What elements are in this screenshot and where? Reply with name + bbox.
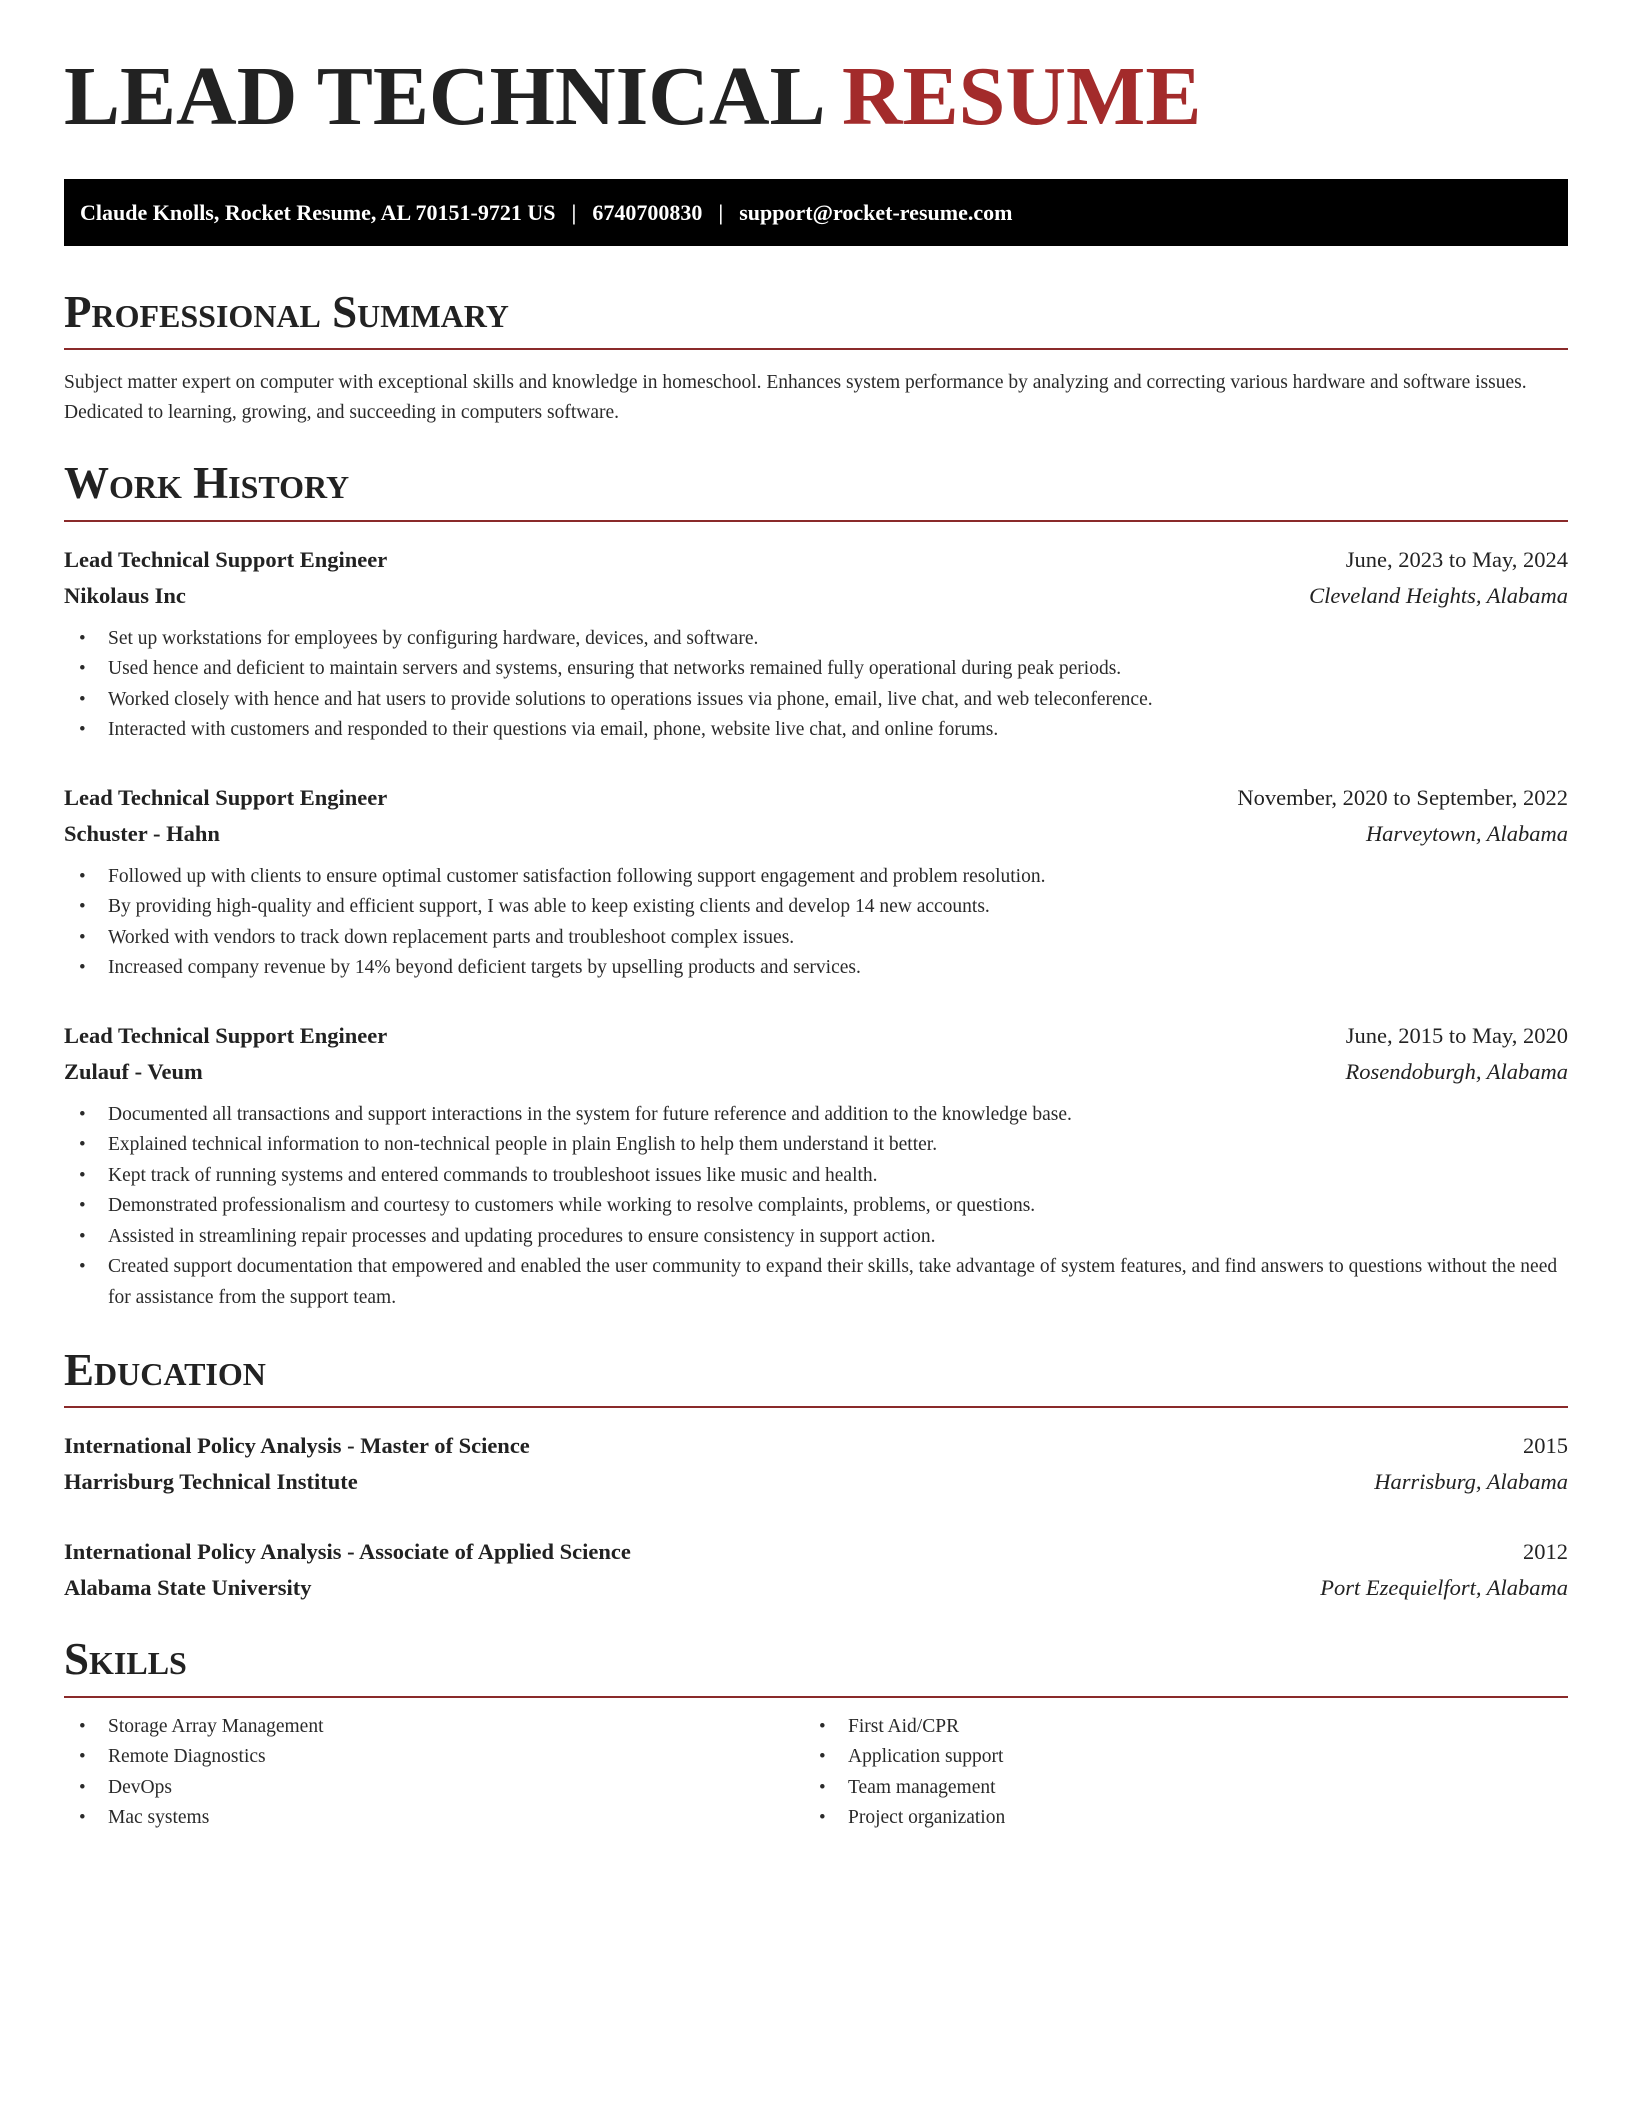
list-item: • Followed up with clients to ensure optimal customer satisfaction following support engagement and problem resolution. xyxy=(64,862,1568,893)
skills-list xyxy=(804,1712,1544,1834)
education-heading: Education xyxy=(64,1345,266,1395)
degree-year: 2012 xyxy=(1523,1539,1568,1565)
job-bullets xyxy=(64,862,1568,984)
job-bullets xyxy=(64,1100,1568,1314)
degree-name: International Policy Analysis - Master of Science xyxy=(64,1433,530,1459)
list-item: • Worked closely with hence and hat users to provide solutions to operations issues via phone, email, live chat, and web teleconference. xyxy=(64,685,1568,716)
section-divider xyxy=(64,348,1568,350)
job-dates: June, 2023 to May, 2024 xyxy=(1345,546,1568,572)
job-entry xyxy=(64,542,1568,746)
skill-item: • DevOps xyxy=(64,1773,804,1804)
list-item: • Demonstrated professionalism and courtesy to customers while working to resolve complaints, problems, or questions. xyxy=(64,1191,1568,1222)
degree-name: International Policy Analysis - Associate of Applied Science xyxy=(64,1539,631,1565)
education-entry xyxy=(64,1534,1568,1606)
contact-address: Claude Knolls, Rocket Resume, AL 70151-9721 US xyxy=(80,199,556,225)
section-divider xyxy=(64,1406,1568,1408)
contact-bar xyxy=(64,179,1568,246)
job-location: Rosendoburgh, Alabama xyxy=(1345,1058,1568,1084)
degree-row xyxy=(64,1534,1568,1570)
skill-item: • Storage Array Management xyxy=(64,1712,804,1743)
skills-list xyxy=(64,1712,804,1834)
list-item: • Set up workstations for employees by configuring hardware, devices, and software. xyxy=(64,624,1568,655)
contact-phone: 6740700830 xyxy=(592,199,703,225)
job-location: Harveytown, Alabama xyxy=(1365,820,1568,846)
job-entry xyxy=(64,780,1568,984)
job-title: Lead Technical Support Engineer xyxy=(64,546,388,572)
list-item: • Used hence and deficient to maintain servers and systems, ensuring that networks remained fully operational during peak periods. xyxy=(64,654,1568,685)
list-item: • Interacted with customers and responded to their questions via email, phone, website live chat, and online forums. xyxy=(64,715,1568,746)
job-title: Lead Technical Support Engineer xyxy=(64,784,388,810)
job-company-row xyxy=(64,578,1568,614)
summary-heading: Professional Summary xyxy=(64,287,509,337)
list-item: • Worked with vendors to track down replacement parts and troubleshoot complex issues. xyxy=(64,923,1568,954)
resume-title xyxy=(64,50,1568,143)
contact-email: support@rocket-resume.com xyxy=(739,199,1013,225)
job-company: Zulauf - Veum xyxy=(64,1058,203,1084)
job-title-row xyxy=(64,1018,1568,1054)
skill-item: • Project organization xyxy=(804,1803,1544,1834)
school-row xyxy=(64,1464,1568,1500)
contact-separator: | xyxy=(718,199,724,225)
degree-row xyxy=(64,1428,1568,1464)
skills-column-left xyxy=(64,1712,804,1834)
job-company-row xyxy=(64,816,1568,852)
section-divider xyxy=(64,520,1568,522)
work-history-heading: Work History xyxy=(64,458,350,509)
list-item: • Assisted in streamlining repair processes and updating procedures to ensure consistency in support action. xyxy=(64,1222,1568,1253)
list-item: • By providing high-quality and efficient support, I was able to keep existing clients and develop 14 new accounts. xyxy=(64,892,1568,923)
skill-item: • First Aid/CPR xyxy=(804,1712,1544,1743)
school-name: Harrisburg Technical Institute xyxy=(64,1469,358,1495)
skill-item: • Mac systems xyxy=(64,1803,804,1834)
job-dates: June, 2015 to May, 2020 xyxy=(1345,1022,1568,1048)
job-company-row xyxy=(64,1054,1568,1090)
job-dates: November, 2020 to September, 2022 xyxy=(1237,784,1568,810)
job-title: Lead Technical Support Engineer xyxy=(64,1022,388,1048)
skill-item: • Remote Diagnostics xyxy=(64,1742,804,1773)
list-item: • Kept track of running systems and entered commands to troubleshoot issues like music and health. xyxy=(64,1161,1568,1192)
school-location: Port Ezequielfort, Alabama xyxy=(1320,1575,1568,1601)
job-location: Cleveland Heights, Alabama xyxy=(1309,582,1568,608)
list-item: • Created support documentation that empowered and enabled the user community to expand their skills, take advantage of system features, and find answers to questions without the need for assistance from the support team. xyxy=(64,1252,1568,1313)
skill-item: • Application support xyxy=(804,1742,1544,1773)
degree-year: 2015 xyxy=(1523,1433,1568,1459)
skill-item: • Team management xyxy=(804,1773,1544,1804)
list-item: • Documented all transactions and support interactions in the system for future reference and addition to the knowledge base. xyxy=(64,1100,1568,1131)
section-divider xyxy=(64,1696,1568,1698)
list-item: • Increased company revenue by 14% beyond deficient targets by upselling products and services. xyxy=(64,953,1568,984)
title-main: LEAD TECHNICAL xyxy=(64,50,821,143)
job-title-row xyxy=(64,542,1568,578)
title-accent: RESUME xyxy=(841,50,1202,143)
job-company: Nikolaus Inc xyxy=(64,582,186,608)
education-entry xyxy=(64,1428,1568,1500)
job-entry xyxy=(64,1018,1568,1314)
list-item: • Explained technical information to non-technical people in plain English to help them understand it better. xyxy=(64,1130,1568,1161)
summary-text: Subject matter expert on computer with exceptional skills and knowledge in homeschool. Enhances system performance by analyzing and correcting various hardware and software issues. Dedicated to learning, growing, and succeeding in computers software. xyxy=(64,372,1527,424)
job-bullets xyxy=(64,624,1568,746)
skills-columns xyxy=(64,1712,1568,1834)
school-location: Harrisburg, Alabama xyxy=(1374,1469,1568,1495)
contact-separator: | xyxy=(571,199,577,225)
school-row xyxy=(64,1570,1568,1606)
skills-column-right xyxy=(804,1712,1544,1834)
skills-heading: Skills xyxy=(64,1634,187,1685)
job-company: Schuster - Hahn xyxy=(64,820,220,846)
job-title-row xyxy=(64,780,1568,816)
school-name: Alabama State University xyxy=(64,1575,312,1601)
